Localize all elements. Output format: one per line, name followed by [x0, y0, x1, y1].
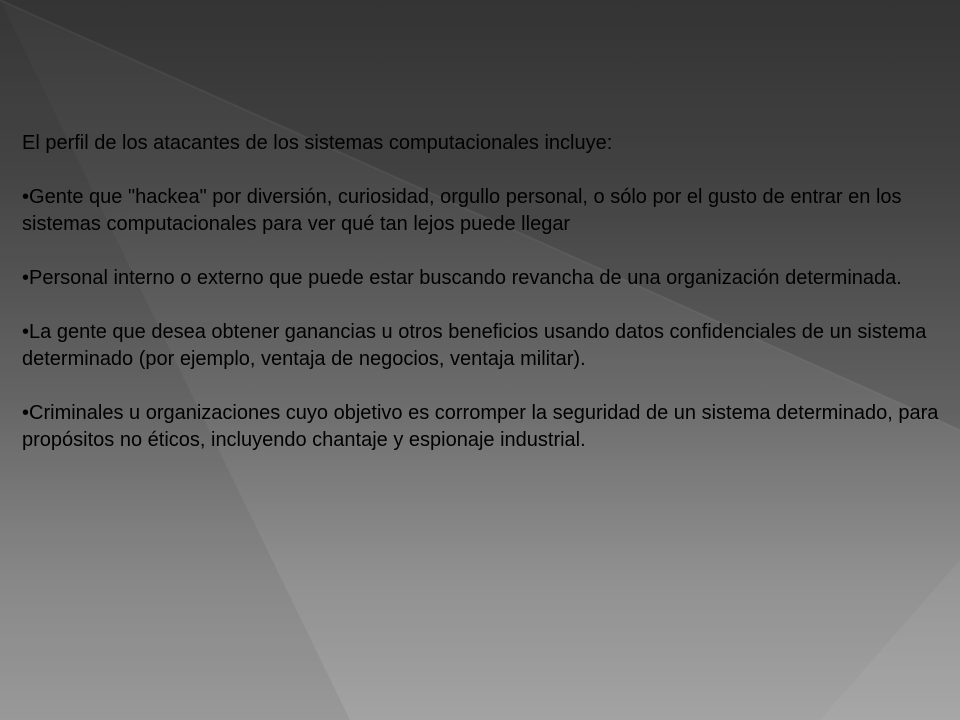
bullet-text: Criminales u organizaciones cuyo objetivo es corromper la seguridad de un sistema determinado, para propósitos no éticos, incluyendo chantaje y espionaje industrial. — [22, 402, 939, 451]
bullet-icon: • — [22, 321, 30, 343]
bullet-icon: • — [22, 402, 30, 424]
bullet-item — [22, 184, 942, 238]
spacer — [22, 373, 942, 400]
bullet-text: Personal interno o externo que puede estar buscando revancha de una organización determinada. — [29, 267, 902, 289]
intro-text: El perfil de los atacantes de los sistemas computacionales incluye: — [22, 132, 613, 154]
bullet-item — [22, 265, 942, 292]
spacer — [22, 238, 942, 265]
bullet-item — [22, 319, 942, 373]
bullet-icon: • — [22, 186, 30, 208]
bullet-icon: • — [22, 267, 30, 289]
bullet-text: Gente que "hackea" por diversión, curiosidad, orgullo personal, o sólo por el gusto de entrar en los sistemas computacionales para ver qué tan lejos puede llegar — [22, 186, 902, 235]
spacer — [22, 157, 942, 184]
slide-body — [22, 130, 942, 454]
bullet-item — [22, 400, 942, 454]
bullet-text: La gente que desea obtener ganancias u otros beneficios usando datos confidenciales de un sistema determinado (por ejemplo, ventaja de negocios, ventaja militar). — [22, 321, 927, 370]
facet-bottom-right — [820, 560, 960, 720]
spacer — [22, 292, 942, 319]
